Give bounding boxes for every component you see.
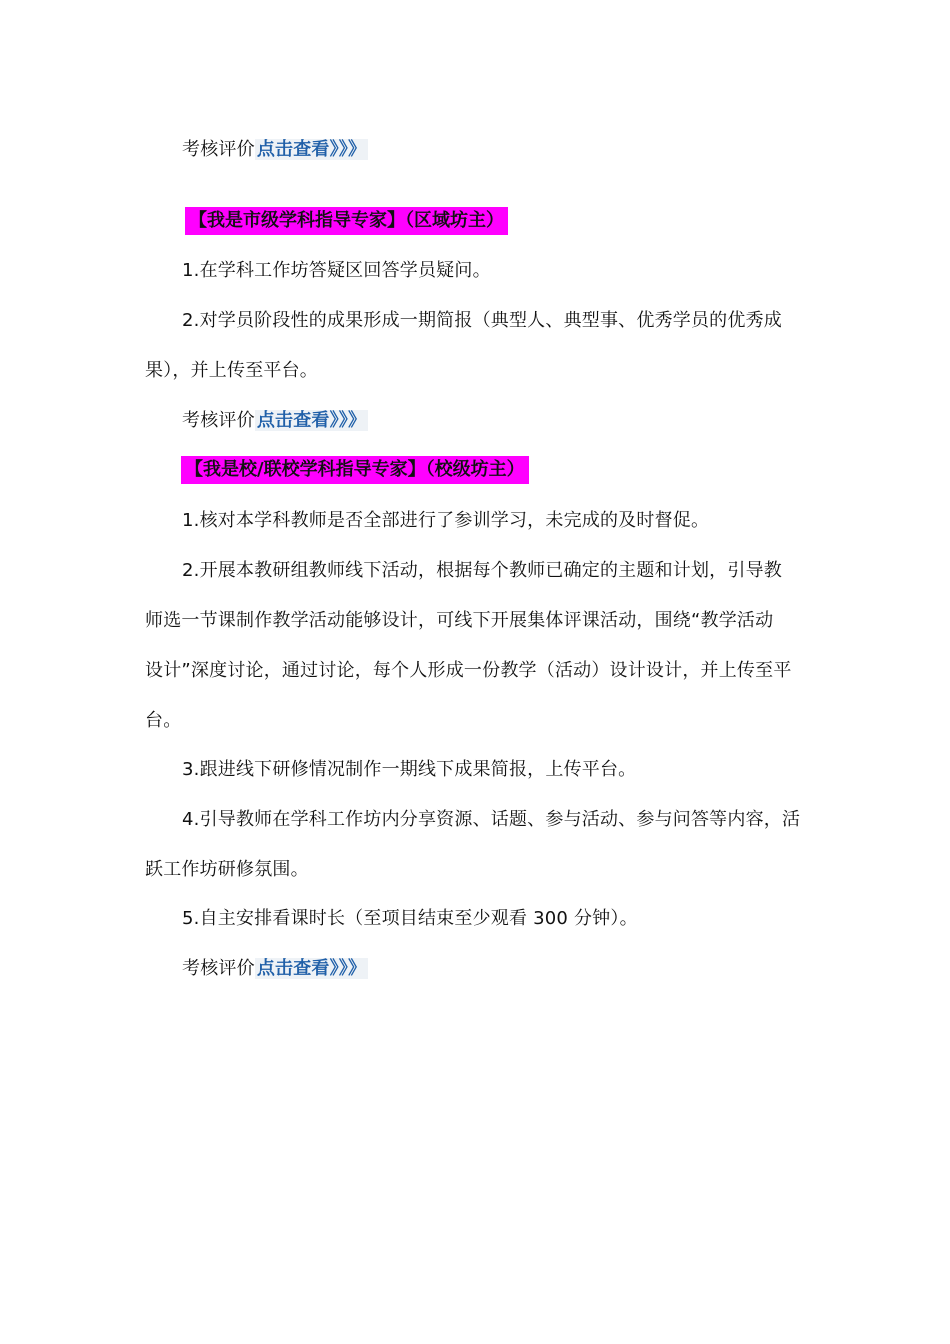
section2-item-2-line3: 设计”深度讨论，通过讨论，每个人形成一份教学（活动）设计设计，并上传至平 (145, 660, 792, 681)
section2-item-2-line1: 2.开展本教研组教师线下活动，根据每个教师已确定的主题和计划，引导教 (182, 560, 782, 581)
evaluation-row-3 (182, 944, 852, 994)
evaluation-label: 考核评价 (182, 958, 255, 979)
view-link-2[interactable]: 点击查看》》》 (256, 410, 367, 431)
section1-heading (185, 207, 508, 235)
section1-item-1: 1.在学科工作坊答疑区回答学员疑问。 (182, 260, 491, 281)
section2-item-2-line4: 台。 (145, 710, 182, 731)
section2-item-2-line2: 师选一节课制作教学活动能够设计，可线下开展集体评课活动，围绕“教学活动 (145, 610, 774, 631)
section1-item-2-line1: 2.对学员阶段性的成果形成一期简报（典型人、典型事、优秀学员的优秀成 (182, 310, 782, 331)
section2-item-1: 1.核对本学科教师是否全部进行了参训学习，未完成的及时督促。 (182, 510, 710, 531)
view-link-1[interactable]: 点击查看》》》 (256, 139, 367, 160)
section1-item-2-line2: 果），并上传至平台。 (145, 360, 318, 381)
view-link-3[interactable]: 点击查看》》》 (256, 958, 367, 979)
evaluation-row-1 (182, 125, 852, 175)
section2-item-5: 5.自主安排看课时长（至项目结束至少观看 300 分钟）。 (182, 908, 638, 929)
evaluation-label: 考核评价 (182, 410, 255, 431)
section2-item-4-line2: 跃工作坊研修氛围。 (145, 859, 309, 880)
section2-heading (181, 456, 529, 484)
section2-item-4-line1: 4.引导教师在学科工作坊内分享资源、话题、参与活动、参与问答等内容，活 (182, 809, 801, 830)
section1-heading-text: 【我是市级学科指导专家】（区域坊主） (189, 210, 504, 231)
section2-heading-text: 【我是校/联校学科指导专家】（校级坊主） (185, 459, 525, 480)
evaluation-label: 考核评价 (182, 139, 255, 160)
evaluation-row-2 (182, 396, 852, 446)
section2-item-3: 3.跟进线下研修情况制作一期线下成果简报，上传平台。 (182, 759, 637, 780)
